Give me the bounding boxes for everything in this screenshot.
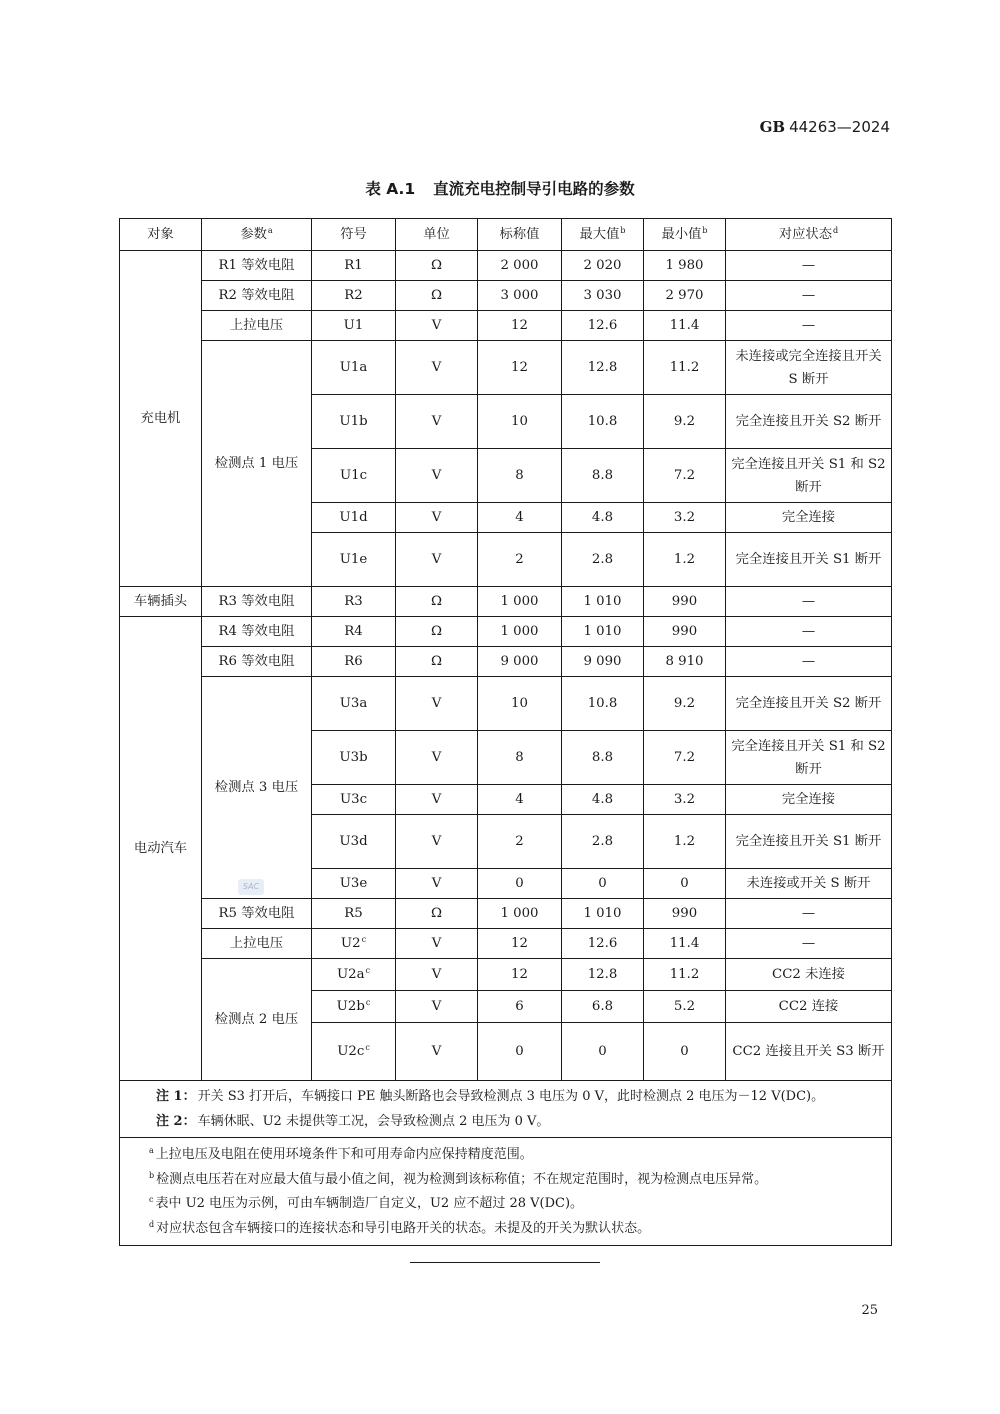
state-cell: 完全连接且开关 S2 断开: [726, 677, 892, 731]
table-row: [120, 251, 892, 281]
symbol-cell: R6: [312, 647, 396, 677]
table-row: [120, 929, 892, 959]
symbol-cell: U1b: [312, 395, 396, 449]
state-cell: CC2 未连接: [726, 959, 892, 991]
param-cell: 上拉电压: [202, 929, 312, 959]
min-cell: 1 980: [644, 251, 726, 281]
max-cell: 2.8: [562, 533, 644, 587]
param-group-cell: 检测点 2 电压: [202, 959, 312, 1081]
symbol-cell: U3c: [312, 785, 396, 815]
unit-cell: V: [396, 677, 478, 731]
unit-cell: V: [396, 449, 478, 503]
unit-cell: V: [396, 311, 478, 341]
symbol-cell: U1: [312, 311, 396, 341]
nominal-cell: 4: [478, 503, 562, 533]
max-cell: 10.8: [562, 677, 644, 731]
param-cell: R4 等效电阻: [202, 617, 312, 647]
object-cell: 车辆插头: [120, 587, 202, 617]
min-cell: 11.4: [644, 929, 726, 959]
max-cell: 4.8: [562, 785, 644, 815]
max-cell: 1 010: [562, 617, 644, 647]
max-cell: 10.8: [562, 395, 644, 449]
end-rule: [410, 1262, 600, 1263]
table-row: [120, 281, 892, 311]
param-cell: R3 等效电阻: [202, 587, 312, 617]
nominal-cell: 8: [478, 731, 562, 785]
note-2: 注 2： 车辆休眠、U2 未提供等工况，会导致检测点 2 电压为 0 V。: [156, 1114, 550, 1129]
state-cell: CC2 连接且开关 S3 断开: [726, 1023, 892, 1081]
notes-row: [120, 1081, 892, 1138]
unit-cell: V: [396, 929, 478, 959]
state-cell: 完全连接且开关 S1 断开: [726, 533, 892, 587]
symbol-cell: U1a: [312, 341, 396, 395]
unit-cell: V: [396, 869, 478, 899]
min-cell: 11.4: [644, 311, 726, 341]
unit-cell: V: [396, 959, 478, 991]
state-cell: 未连接或开关 S 断开: [726, 869, 892, 899]
max-cell: 9 090: [562, 647, 644, 677]
state-cell: 未连接或完全连接且开关 S 断开: [726, 341, 892, 395]
unit-cell: V: [396, 815, 478, 869]
watermark-logo: SAC: [238, 879, 264, 895]
max-cell: 12.6: [562, 929, 644, 959]
object-cell: 充电机: [120, 251, 202, 587]
symbol-cell: U3d: [312, 815, 396, 869]
nominal-cell: 1 000: [478, 587, 562, 617]
min-cell: 990: [644, 617, 726, 647]
footnote-d: $^d$ 对应状态包含车辆接口的连接状态和导引电路开关的状态。未提及的开关为默认状态。: [149, 1219, 651, 1236]
state-cell: —: [726, 617, 892, 647]
nominal-cell: 12: [478, 929, 562, 959]
nominal-cell: 2 000: [478, 251, 562, 281]
object-cell: 电动汽车: [120, 617, 202, 1081]
min-cell: 8 910: [644, 647, 726, 677]
state-cell: CC2 连接: [726, 991, 892, 1023]
min-cell: 0: [644, 869, 726, 899]
nominal-cell: 0: [478, 1023, 562, 1081]
col-object: 对象: [120, 219, 202, 251]
nominal-cell: 8: [478, 449, 562, 503]
min-cell: 7.2: [644, 731, 726, 785]
symbol-cell: U1d: [312, 503, 396, 533]
page-number: 25: [861, 1303, 878, 1318]
min-cell: 11.2: [644, 959, 726, 991]
table-row: [120, 341, 892, 395]
param-cell: R6 等效电阻: [202, 647, 312, 677]
unit-cell: V: [396, 503, 478, 533]
state-cell: 完全连接: [726, 503, 892, 533]
symbol-cell: R3: [312, 587, 396, 617]
min-cell: 1.2: [644, 533, 726, 587]
param-cell: R2 等效电阻: [202, 281, 312, 311]
col-max: 最大值$^b$: [562, 219, 644, 251]
max-cell: 0: [562, 1023, 644, 1081]
unit-cell: Ω: [396, 281, 478, 311]
col-param: 参数$^a$: [202, 219, 312, 251]
param-cell: 上拉电压: [202, 311, 312, 341]
footnote-b: $^b$ 检测点电压若在对应最大值与最小值之间，视为检测到该标称值；不在规定范围时，视为检测点电压异常。: [149, 1170, 768, 1187]
symbol-cell: U3b: [312, 731, 396, 785]
nominal-cell: 1 000: [478, 617, 562, 647]
footnote-c: $^c$ 表中 U2 电压为示例，可由车辆制造厂自定义，U2 应不超过 28 V(DC)。: [149, 1195, 584, 1211]
min-cell: 1.2: [644, 815, 726, 869]
unit-cell: V: [396, 785, 478, 815]
min-cell: 3.2: [644, 503, 726, 533]
max-cell: 12.6: [562, 311, 644, 341]
unit-cell: V: [396, 533, 478, 587]
state-cell: 完全连接且开关 S1 断开: [726, 815, 892, 869]
symbol-cell: R4: [312, 617, 396, 647]
symbol-cell: R2: [312, 281, 396, 311]
table-row: [120, 677, 892, 731]
table-row: [120, 899, 892, 929]
state-cell: 完全连接且开关 S2 断开: [726, 395, 892, 449]
col-unit: 单位: [396, 219, 478, 251]
symbol-cell: $U2a^c$: [312, 959, 396, 991]
min-cell: 9.2: [644, 677, 726, 731]
state-cell: —: [726, 929, 892, 959]
symbol-cell: R5: [312, 899, 396, 929]
min-cell: 0: [644, 1023, 726, 1081]
state-cell: —: [726, 647, 892, 677]
state-cell: —: [726, 587, 892, 617]
max-cell: 8.8: [562, 731, 644, 785]
symbol-cell: U1e: [312, 533, 396, 587]
nominal-cell: 12: [478, 341, 562, 395]
header-row: [120, 219, 892, 251]
nominal-cell: 2: [478, 533, 562, 587]
param-cell: R1 等效电阻: [202, 251, 312, 281]
max-cell: 12.8: [562, 341, 644, 395]
symbol-cell: U1c: [312, 449, 396, 503]
symbol-cell: U3a: [312, 677, 396, 731]
footnote-a: $^a$ 上拉电压及电阻在使用环境条件下和可用寿命内应保持精度范围。: [149, 1146, 533, 1162]
unit-cell: Ω: [396, 899, 478, 929]
min-cell: 2 970: [644, 281, 726, 311]
max-cell: 1 010: [562, 587, 644, 617]
min-cell: 990: [644, 587, 726, 617]
symbol-cell: R1: [312, 251, 396, 281]
col-symbol: 符号: [312, 219, 396, 251]
max-cell: 4.8: [562, 503, 644, 533]
symbol-cell: $U2c^c$: [312, 1023, 396, 1081]
min-cell: 5.2: [644, 991, 726, 1023]
unit-cell: V: [396, 395, 478, 449]
nominal-cell: 12: [478, 959, 562, 991]
nominal-cell: 10: [478, 395, 562, 449]
max-cell: 3 030: [562, 281, 644, 311]
nominal-cell: 9 000: [478, 647, 562, 677]
table-row: [120, 647, 892, 677]
note-1: 注 1： 开关 S3 打开后，车辆接口 PE 触头断路也会导致检测点 3 电压为 0 V，此时检测点 2 电压为－12 V(DC)。: [156, 1089, 825, 1104]
state-cell: —: [726, 251, 892, 281]
col-state: 对应状态$^d$: [726, 219, 892, 251]
table-title: 表 A.1 直流充电控制导引电路的参数: [365, 180, 635, 198]
table-row: [120, 959, 892, 991]
max-cell: 2 020: [562, 251, 644, 281]
state-cell: —: [726, 281, 892, 311]
unit-cell: Ω: [396, 587, 478, 617]
nominal-cell: 4: [478, 785, 562, 815]
standard-number: GB 44263—2024: [759, 118, 890, 136]
min-cell: 990: [644, 899, 726, 929]
state-cell: —: [726, 899, 892, 929]
state-cell: 完全连接且开关 S1 和 S2 断开: [726, 731, 892, 785]
nominal-cell: 1 000: [478, 899, 562, 929]
min-cell: 3.2: [644, 785, 726, 815]
nominal-cell: 10: [478, 677, 562, 731]
min-cell: 11.2: [644, 341, 726, 395]
unit-cell: Ω: [396, 647, 478, 677]
min-cell: 7.2: [644, 449, 726, 503]
footnotes-row: [120, 1138, 892, 1246]
max-cell: 8.8: [562, 449, 644, 503]
min-cell: 9.2: [644, 395, 726, 449]
col-min: 最小值$^b$: [644, 219, 726, 251]
table-row: [120, 617, 892, 647]
param-group-cell: 检测点 3 电压: [202, 677, 312, 899]
nominal-cell: 2: [478, 815, 562, 869]
table-row: [120, 587, 892, 617]
state-cell: —: [726, 311, 892, 341]
symbol-cell: U2$^c$: [312, 929, 396, 959]
nominal-cell: 6: [478, 991, 562, 1023]
unit-cell: Ω: [396, 251, 478, 281]
nominal-cell: 0: [478, 869, 562, 899]
param-group-cell: 检测点 1 电压: [202, 341, 312, 587]
col-nominal: 标称值: [478, 219, 562, 251]
param-cell: R5 等效电阻: [202, 899, 312, 929]
table-row: [120, 311, 892, 341]
nominal-cell: 12: [478, 311, 562, 341]
max-cell: 0: [562, 869, 644, 899]
state-cell: 完全连接: [726, 785, 892, 815]
max-cell: 1 010: [562, 899, 644, 929]
symbol-cell: U3e: [312, 869, 396, 899]
unit-cell: V: [396, 341, 478, 395]
state-cell: 完全连接且开关 S1 和 S2 断开: [726, 449, 892, 503]
unit-cell: V: [396, 731, 478, 785]
max-cell: 2.8: [562, 815, 644, 869]
max-cell: 12.8: [562, 959, 644, 991]
unit-cell: V: [396, 1023, 478, 1081]
parameter-table: [119, 218, 892, 1246]
max-cell: 6.8: [562, 991, 644, 1023]
symbol-cell: $U2b^c$: [312, 991, 396, 1023]
nominal-cell: 3 000: [478, 281, 562, 311]
unit-cell: V: [396, 991, 478, 1023]
unit-cell: Ω: [396, 617, 478, 647]
